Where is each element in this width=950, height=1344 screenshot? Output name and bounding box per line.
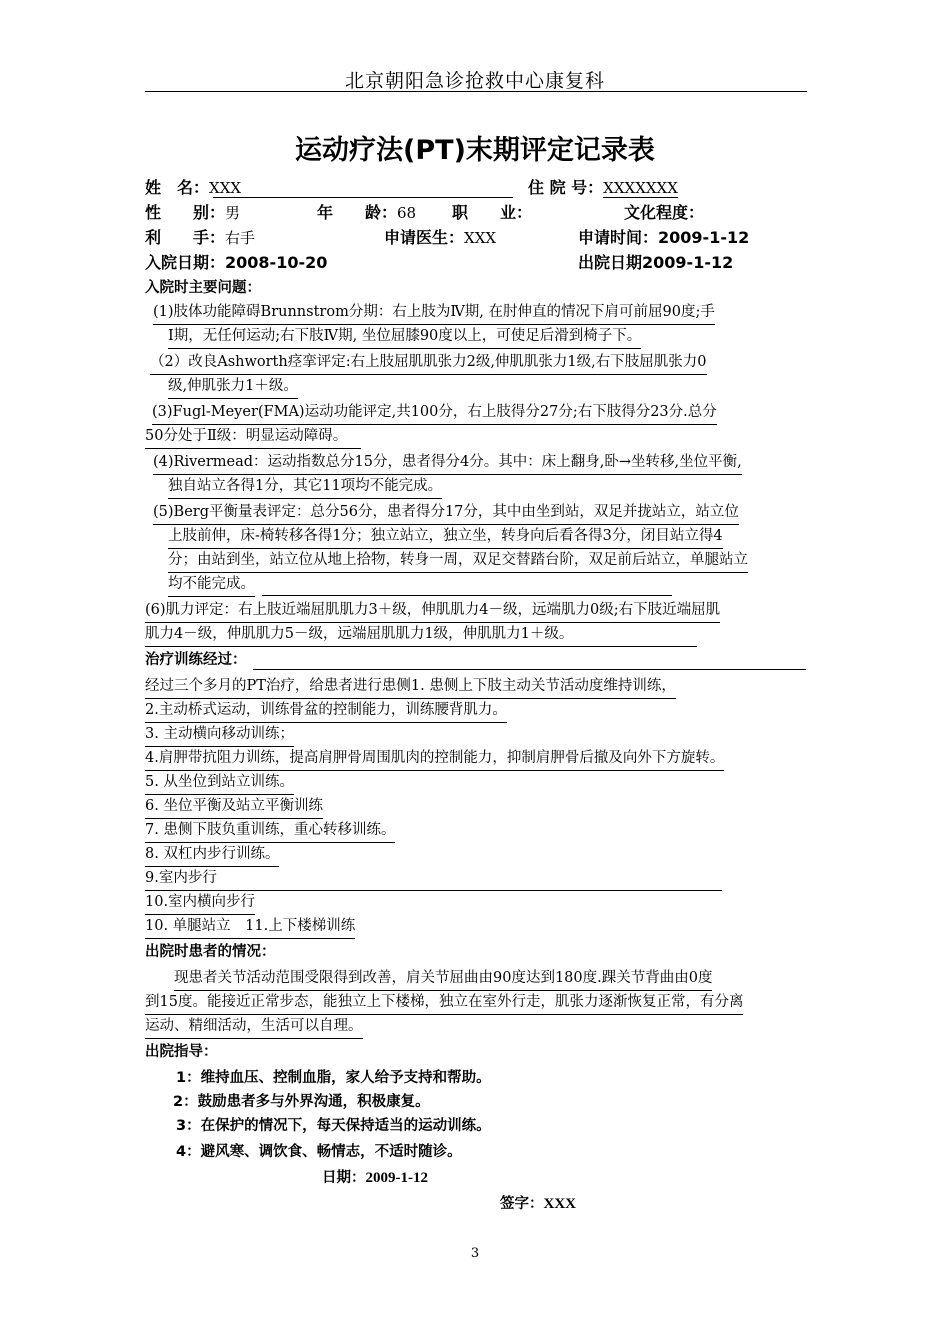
problem-2-line-1: （2）改良Ashworth痉挛评定:右上肢屈肌肌张力2级,伸肌肌张力1级,右下肢屈肌张力0	[150, 350, 707, 375]
discharge-status-heading: 出院时患者的情况：	[145, 944, 276, 960]
problem-2-line-2: 级,伸肌张力1＋级。	[168, 374, 298, 399]
name-label: 姓 名：	[145, 178, 210, 197]
department-header: 北京朝阳急诊抢救中心康复科	[344, 70, 605, 92]
discharge-row	[578, 251, 733, 275]
treatment-6: 6. 坐位平衡及站立平衡训练	[145, 794, 323, 819]
discharge-status-line-3: 运动、精细活动，生活可以自理。	[145, 1014, 363, 1039]
treatment-8: 8. 双杠内步行训练。	[145, 842, 279, 867]
treatment-5: 5. 从坐位到站立训练。	[145, 770, 294, 795]
treatment-1: 经过三个多月的PT治疗，给患者进行患侧1. 患侧上下肢主动关节活动度维持训练，	[145, 674, 676, 699]
apply-time-value: 2009-1-12	[658, 228, 750, 247]
date-row	[322, 1166, 428, 1187]
treatment-2: 2.主动桥式运动，训练骨盆的控制能力，训练腰背肌力。	[145, 698, 507, 723]
signature-row	[500, 1192, 576, 1213]
problem-5-underline	[262, 595, 672, 596]
treatment-7: 7. 患侧下肢负重训练，重心转移训练。	[145, 818, 395, 843]
age-label: 年 龄：	[317, 203, 398, 222]
treatment-4: 4.肩胛带抗阻力训练，提高肩胛骨周围肌肉的控制能力，抑制肩胛骨后撤及向外下方旋转。	[145, 746, 724, 771]
age-row	[317, 201, 416, 225]
signature-value: XXX	[543, 1196, 576, 1212]
doctor-label: 申请医生：	[384, 228, 465, 247]
problem-1-line-2: Ⅰ期，无任何运动;右下肢Ⅳ期, 坐位屈膝90度以上，可使足后滑到椅子下。	[168, 324, 641, 349]
discharge-value: 2009-1-12	[642, 253, 734, 272]
sex-value: 男	[225, 204, 241, 222]
hand-value: 右手	[225, 229, 256, 247]
problem-4-line-1: (4)Rivermead：运动指数总分15分，患者得分4分。其中：床上翻身,卧→坐转移,坐位平衡,	[153, 450, 742, 475]
header-rule	[145, 91, 807, 92]
apply-time-row	[578, 226, 749, 250]
discharge-label: 出院日期	[578, 253, 643, 272]
inpatient-row	[528, 176, 678, 200]
treatment-heading-underline	[253, 669, 806, 670]
signature-label: 签字：	[500, 1196, 544, 1212]
admit-row	[145, 251, 327, 275]
inpatient-label: 住 院 号：	[528, 178, 604, 197]
date-value: 2009-1-12	[365, 1170, 428, 1186]
sex-label: 性 别：	[145, 203, 226, 222]
edu-label: 文化程度：	[624, 203, 705, 222]
problem-5-line-1: (5)Berg平衡量表评定：总分56分，患者得分17分，其中由坐到站，双足并拢站立，站立位	[153, 500, 739, 525]
guidance-3: 3：在保护的情况下，每天保持适当的运动训练。	[176, 1118, 491, 1134]
treatment-11: 10. 单腿站立 11.上下楼梯训练	[145, 914, 355, 939]
doctor-row	[384, 226, 496, 250]
problem-5-line-2: 上肢前伸，床-椅转移各得1分；独立站立，独立坐，转身向后看各得3分，闭目站立得4	[168, 524, 723, 549]
problem-4-line-2: 独自站立各得1分，其它11项均不能完成。	[168, 474, 442, 499]
date-label: 日期：	[322, 1170, 366, 1186]
age-value: 68	[397, 204, 417, 222]
edu-row	[624, 201, 704, 225]
guidance-heading: 出院指导：	[145, 1044, 218, 1060]
treatment-3: 3. 主动横向移动训练；	[145, 722, 294, 747]
hand-label: 利 手：	[145, 228, 226, 247]
treatment-10: 10.室内横向步行	[145, 890, 255, 915]
admit-value: 2008-10-20	[225, 253, 328, 272]
job-row	[452, 201, 532, 225]
guidance-1: 1：维持血压、控制血脂，家人给予支持和帮助。	[176, 1070, 491, 1086]
sex-row	[145, 201, 240, 225]
name-value: XXX	[209, 179, 242, 197]
discharge-status-line-1: 现患者关节活动范围受限得到改善，肩关节屈曲由90度达到180度.踝关节背曲由0度	[174, 966, 712, 991]
problem-3-line-2: 50分处于Ⅱ级：明显运动障碍。	[145, 424, 361, 449]
name-underline	[213, 197, 513, 198]
problem-6-line-2: 肌力4－级，伸肌肌力5－级，远端屈肌肌力1级，伸肌肌力1＋级。	[145, 622, 697, 647]
apply-time-label: 申请时间：	[578, 228, 659, 247]
treatment-heading: 治疗训练经过：	[145, 652, 247, 668]
admit-label: 入院日期：	[145, 253, 226, 272]
problem-3-line-1: (3)Fugl-Meyer(FMA)运动功能评定,共100分，右上肢得分27分;右下肢得分23分.总分	[152, 400, 717, 425]
inpatient-value: XXXXXXX	[603, 179, 678, 197]
problem-6-line-1: (6)肌力评定：右上肢近端屈肌肌力3＋级，伸肌肌力4－级，远端肌力0级;右下肢近端屈肌	[145, 598, 720, 623]
guidance-4: 4：避风寒、调饮食、畅情志，不适时随诊。	[176, 1144, 462, 1160]
treatment-9: 9.室内步行	[145, 866, 722, 891]
problem-5-line-4: 均不能完成。	[168, 572, 255, 597]
discharge-status-line-2: 到15度。能接近正常步态，能独立上下楼梯，独立在室外行走，肌张力逐渐恢复正常，有分离	[145, 990, 743, 1015]
hand-row	[145, 226, 255, 250]
guidance-2: 2：鼓励患者多与外界沟通，积极康复。	[173, 1094, 430, 1110]
job-label: 职 业：	[452, 203, 533, 222]
problem-5-line-3: 分；由站到坐，站立位从地上拾物，转身一周，双足交替踏台阶，双足前后站立，单腿站立	[168, 548, 748, 573]
page-number: 3	[470, 1246, 480, 1261]
doctor-value: XXX	[464, 229, 497, 247]
document-title: 运动疗法(PT)末期评定记录表	[295, 135, 655, 166]
problems-heading: 入院时主要问题：	[145, 280, 261, 296]
problem-1-line-1: (1)肢体功能障碍Brunnstrom分期：右上肢为Ⅳ期, 在肘伸直的情况下肩可前屈90度;手	[153, 300, 715, 325]
